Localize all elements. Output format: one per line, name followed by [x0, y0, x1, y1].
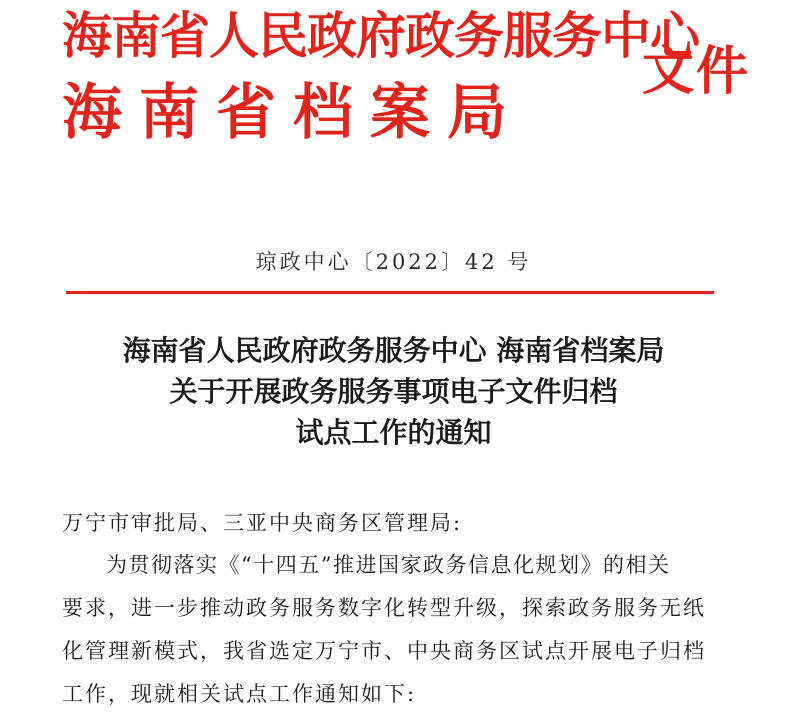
document-title-line-1: 海南省人民政府政务服务中心 海南省档案局 [122, 334, 665, 367]
addressee: 万宁市审批局、三亚中央商务区管理局: [62, 511, 463, 535]
letterhead-issuer-2: 海南省档案局 [62, 78, 524, 148]
body-line-2: 要求，进一步推动政务服务数字化转型升级，探索政务服务无纸 [62, 596, 706, 620]
letterhead-suffix: 文件 [642, 42, 751, 102]
body-line-4: 工作，现就相关试点工作通知如下: [62, 682, 417, 706]
document-title-line-3: 试点工作的通知 [295, 416, 492, 449]
letterhead-issuer-1: 海南省人民政府政务服务中心 [62, 7, 699, 65]
document-number: 琼政中心〔2022〕42 号 [255, 250, 532, 274]
body-line-1: 为贯彻落实《“十四五”推进国家政务信息化规划》的相关 [106, 553, 671, 577]
body-line-3: 化管理新模式，我省选定万宁市、中央商务区试点开展电子归档 [62, 639, 706, 663]
document-title-line-2: 关于开展政务服务事项电子文件归档 [169, 375, 618, 408]
red-divider-rule [66, 291, 714, 294]
